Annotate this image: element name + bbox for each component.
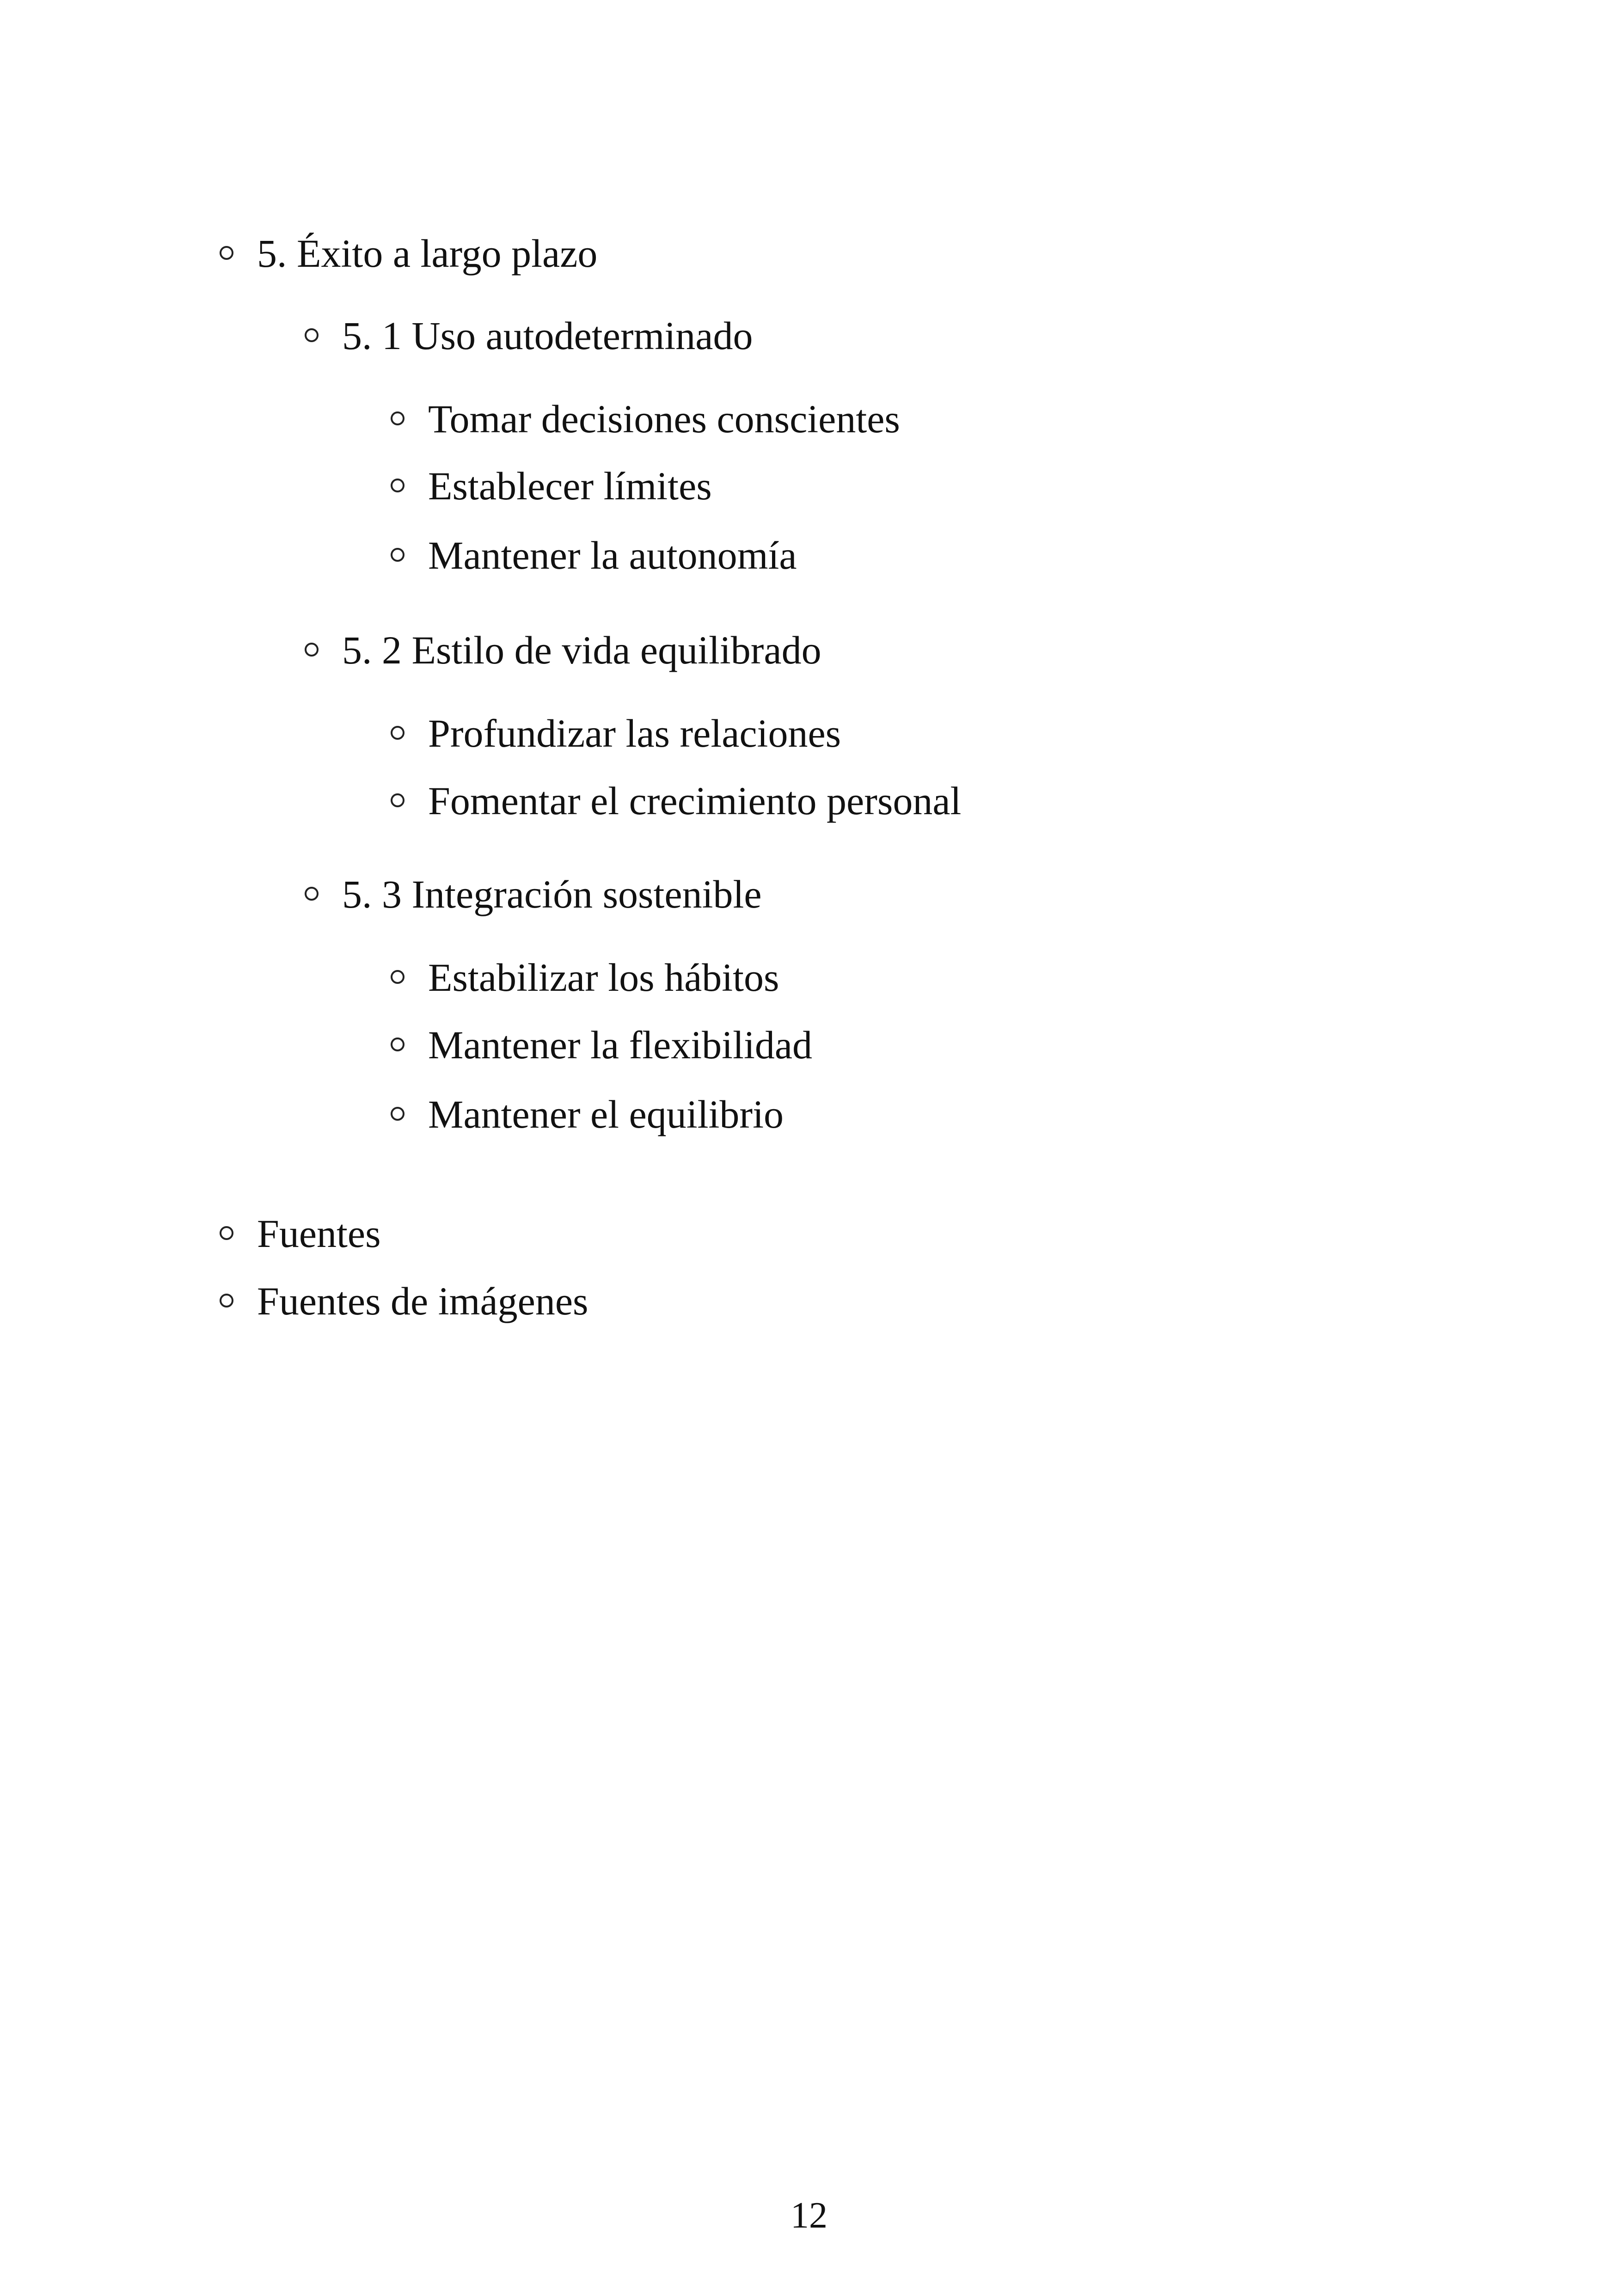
hollow-circle-icon bbox=[391, 1037, 404, 1051]
list-item: Profundizar las relaciones bbox=[428, 711, 841, 755]
hollow-circle-icon bbox=[391, 726, 404, 740]
hollow-circle-icon bbox=[391, 411, 404, 425]
hollow-circle-icon bbox=[220, 1226, 233, 1240]
subsection-heading-5-3: 5. 3 Integración sostenible bbox=[342, 872, 762, 916]
list-item: Mantener la autonomía bbox=[428, 533, 797, 577]
list-item: Fomentar el crecimiento personal bbox=[428, 779, 962, 823]
hollow-circle-icon bbox=[305, 328, 319, 342]
hollow-circle-icon bbox=[220, 1294, 233, 1308]
hollow-circle-icon bbox=[305, 887, 319, 901]
section-heading-fuentes-imagenes: Fuentes de imágenes bbox=[257, 1279, 588, 1323]
list-item: Estabilizar los hábitos bbox=[428, 955, 779, 1000]
subsection-heading-5-2: 5. 2 Estilo de vida equilibrado bbox=[342, 628, 821, 672]
hollow-circle-icon bbox=[391, 1107, 404, 1121]
section-heading-5: 5. Éxito a largo plazo bbox=[257, 231, 598, 276]
hollow-circle-icon bbox=[305, 643, 319, 657]
page-number: 12 bbox=[791, 2195, 827, 2236]
list-item: Mantener la flexibilidad bbox=[428, 1023, 813, 1067]
list-item: Establecer límites bbox=[428, 464, 712, 508]
hollow-circle-icon bbox=[391, 479, 404, 492]
list-item: Tomar decisiones conscientes bbox=[428, 397, 900, 441]
subsection-heading-5-1: 5. 1 Uso autodeterminado bbox=[342, 313, 753, 358]
hollow-circle-icon bbox=[220, 246, 233, 260]
section-heading-fuentes: Fuentes bbox=[257, 1211, 381, 1256]
hollow-circle-icon bbox=[391, 970, 404, 984]
hollow-circle-icon bbox=[391, 793, 404, 807]
hollow-circle-icon bbox=[391, 548, 404, 562]
list-item: Mantener el equilibrio bbox=[428, 1092, 784, 1136]
